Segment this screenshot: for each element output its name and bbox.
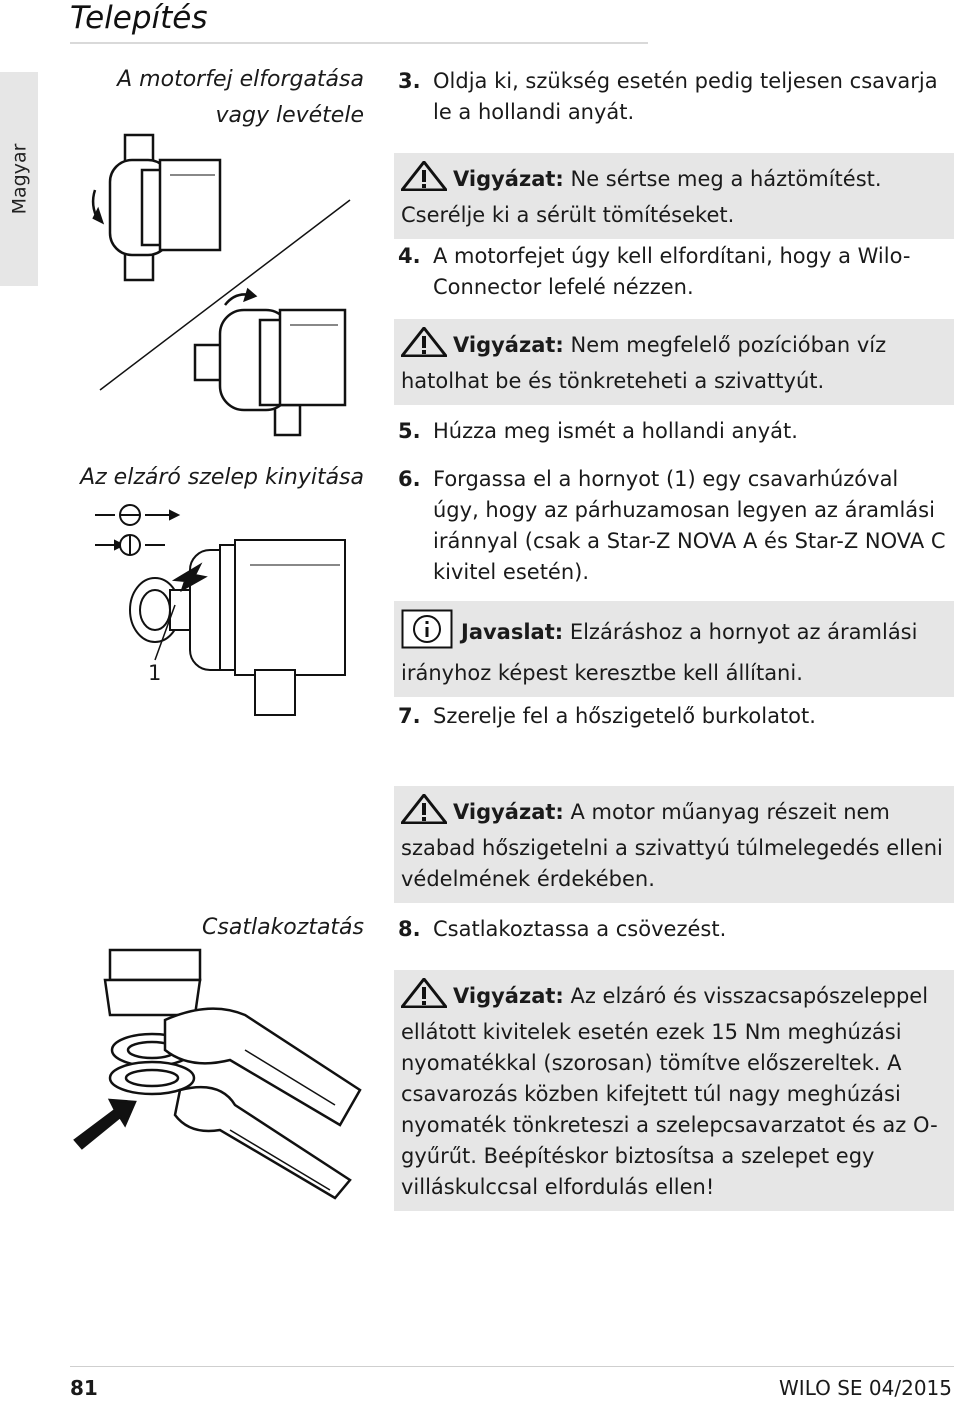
- note-text: Az elzáró és visszacsapószeleppel ellátott kivitelek esetén ezek 15 Nm meghúzási nyomatékkal (szorosan) tömítve előszereltek. A csavarozás közben kifejtett túl nagy meghúzási nyomaték tönkreteszi a szelepcsavarzatot és az O-gyűrűt. Beépítéskor biztosítsa a szelepet egy villáskulccsal elfordulás ellen!: [401, 984, 938, 1199]
- footer-rule: [70, 1366, 954, 1367]
- step-text: Oldja ki, szükség esetén pedig teljesen csavarja le a hollandi anyát.: [433, 69, 938, 124]
- step-text: Csatlakoztassa a csövezést.: [433, 917, 727, 941]
- warning-box: [394, 786, 954, 903]
- step-3: [398, 66, 948, 128]
- wrench-connection-illustration: [70, 940, 370, 1204]
- warning-box: [394, 153, 954, 239]
- note-lead: Vigyázat:: [453, 800, 564, 824]
- title-rule: [70, 42, 648, 44]
- page-number: 81: [70, 1376, 98, 1400]
- step-number: 7.: [398, 704, 421, 728]
- step-number: 6.: [398, 467, 421, 491]
- section-label-valve: Az elzáró szelep kinyitása: [80, 465, 364, 490]
- step-text: Szerelje fel a hőszigetelő burkolatot.: [433, 704, 816, 728]
- valve-slot-illustration: [90, 495, 370, 724]
- step-text: Húzza meg ismét a hollandi anyát.: [433, 419, 798, 443]
- language-tab: [0, 72, 38, 286]
- warning-box: [394, 319, 954, 405]
- footer-brand: WILO SE 04/2015: [779, 1376, 952, 1400]
- step-number: 8.: [398, 917, 421, 941]
- note-text: Nem megfelelő pozícióban víz hatolhat be és tönkreteheti a szivattyút.: [401, 333, 887, 393]
- step-8: [398, 914, 948, 945]
- step-text: Forgassa el a hornyot (1) egy csavarhúzóval úgy, hogy az párhuzamosan legyen az áramlási iránnyal (csak a Star-Z NOVA A és Star-Z NOVA C kivitel esetén).: [433, 467, 946, 584]
- step-number: 5.: [398, 419, 421, 443]
- note-lead: Javaslat:: [461, 620, 564, 644]
- step-number: 4.: [398, 244, 421, 268]
- warning-triangle-icon: [401, 161, 447, 200]
- step-5: [398, 416, 948, 447]
- note-lead: Vigyázat:: [453, 167, 564, 191]
- note-text: Ne sértse meg a háztömítést. Cserélje ki a sérült tömítéseket.: [401, 167, 882, 227]
- language-tab-label: Magyar: [8, 143, 31, 215]
- info-box: [394, 601, 954, 697]
- step-7: [398, 701, 948, 732]
- section-label-rotate-head: A motorfej elforgatása vagy levétele: [117, 67, 364, 128]
- info-icon: [401, 609, 453, 658]
- page-title: Telepítés: [70, 0, 208, 36]
- figure-callout: 1: [148, 661, 162, 685]
- note-lead: Vigyázat:: [453, 984, 564, 1008]
- warning-triangle-icon: [401, 327, 447, 366]
- warning-triangle-icon: [401, 794, 447, 833]
- section-label-connect: Csatlakoztatás: [202, 915, 364, 940]
- step-number: 3.: [398, 69, 421, 93]
- warning-box: [394, 970, 954, 1211]
- note-lead: Vigyázat:: [453, 333, 564, 357]
- step-4: [398, 241, 948, 303]
- step-6: [398, 464, 948, 588]
- note-text: Elzáráshoz a hornyot az áramlási irányhoz képest keresztbe kell állítani.: [401, 620, 918, 685]
- note-text: A motor műanyag részeit nem szabad hőszigetelni a szivattyú túlmelegedés elleni védelmének érdekében.: [401, 800, 943, 891]
- step-text: A motorfejet úgy kell elfordítani, hogy a Wilo-Connector lefelé nézzen.: [433, 244, 911, 299]
- pump-rotation-illustration: [80, 130, 360, 444]
- warning-triangle-icon: [401, 978, 447, 1017]
